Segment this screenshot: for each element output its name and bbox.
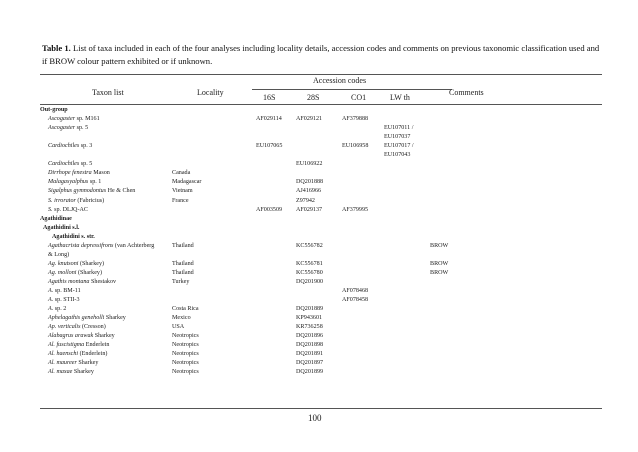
accession-28s-cell: KR736258: [296, 324, 323, 331]
table-section-row: [40, 233, 602, 242]
taxon-name: Out-group: [40, 107, 68, 113]
table-row: [40, 314, 602, 323]
taxon-name: A.: [48, 297, 54, 304]
header-accession: Accession codes: [313, 76, 367, 85]
taxon-authority: sp. 5: [75, 125, 89, 132]
taxon-name: Agathidini s.l.: [43, 224, 80, 231]
taxon-authority: Sharkey: [104, 315, 126, 322]
taxon-authority: sp. 5: [79, 161, 93, 168]
accession-lw-cell: EU107017 /: [384, 143, 414, 150]
taxon-authority: sp. M161: [75, 116, 100, 123]
taxon-cell: [48, 332, 115, 341]
header-co1: CO1: [351, 93, 367, 102]
locality-cell: Neotropics: [172, 333, 199, 340]
taxon-authority: (Fabricius): [75, 197, 105, 204]
taxon-name: Aphelagathis geneholli: [48, 315, 105, 322]
table-row: [40, 197, 602, 206]
taxon-name: Cardiochiles: [48, 143, 80, 150]
taxon-name: S. irrorator: [48, 197, 76, 204]
taxon-cell: [48, 323, 106, 332]
table-section-row: [40, 106, 602, 115]
header-16s: 16S: [263, 93, 276, 102]
locality-cell: Neotropics: [172, 342, 199, 349]
accession-16s-cell: AF003509: [256, 206, 283, 213]
table-row: [40, 187, 602, 196]
taxon-cell: [48, 269, 102, 278]
accession-28s-cell: DQ201899: [296, 369, 324, 376]
taxon-cell: [52, 233, 95, 242]
table-row: [40, 206, 602, 215]
taxon-cell: [48, 124, 88, 133]
taxon-cell: [48, 278, 116, 287]
table-row: [40, 142, 602, 151]
accession-lw-cell: EU107043: [384, 152, 411, 159]
locality-cell: USA: [172, 324, 185, 331]
locality-cell: Canada: [172, 170, 191, 177]
taxon-cell: [48, 350, 107, 359]
taxon-name: Cardiochiles: [48, 161, 80, 168]
accession-28s-cell: AF029137: [296, 206, 323, 213]
taxon-cell: [40, 215, 72, 224]
accession-28s-cell: DQ201896: [296, 333, 324, 340]
taxon-authority: (Sharkey): [78, 260, 105, 267]
accession-28s-cell: DQ201900: [296, 278, 324, 285]
locality-cell: Neotropics: [172, 360, 199, 367]
accession-co1-cell: AF379995: [342, 206, 369, 213]
table-row: [40, 251, 602, 260]
taxon-cell: [48, 242, 154, 251]
taxon-authority: sp. BM-11: [53, 288, 81, 294]
locality-cell: Costa Rica: [172, 306, 199, 313]
accession-28s-cell: Z97942: [296, 197, 315, 204]
accession-28s-cell: KC556781: [296, 260, 323, 267]
accession-28s-cell: DQ201888: [296, 179, 324, 186]
taxon-name: Sigalphus gymnodontus: [48, 188, 107, 195]
accession-lw-cell: EU107037: [384, 134, 411, 141]
accession-co1-cell: AF078468: [342, 288, 369, 294]
taxon-name: Agathidini s. str.: [52, 233, 95, 240]
table-row: [40, 115, 602, 124]
accession-16s-cell: EU107065: [256, 143, 283, 150]
taxon-cell: [48, 169, 110, 178]
table-row: [40, 242, 602, 251]
table-row: [40, 260, 602, 269]
taxon-cell: [48, 305, 66, 314]
header-lw: LW th: [390, 93, 410, 102]
table-row: [40, 133, 602, 142]
taxon-cell: [48, 197, 104, 206]
locality-cell: Madagascar: [172, 179, 202, 186]
taxon-name: Al. fuscistigma: [48, 342, 85, 349]
taxon-authority: (Sharkey): [76, 269, 102, 276]
locality-cell: Neotropics: [172, 351, 199, 358]
taxon-cell: [40, 106, 68, 115]
taxon-authority: sp. 2: [53, 306, 67, 313]
table-row: [40, 287, 602, 296]
accession-28s-cell: KC556782: [296, 242, 323, 249]
taxon-name: Malagasyalphus: [48, 179, 89, 186]
locality-cell: Turkey: [172, 278, 190, 285]
accession-28s-cell: DQ201898: [296, 342, 324, 349]
locality-cell: France: [172, 197, 189, 204]
accession-28s-cell: AJ416966: [296, 188, 322, 195]
accession-28s-cell: DQ201891: [296, 351, 324, 358]
taxon-cell: [48, 178, 101, 187]
taxon-name: Agathidinae: [40, 215, 72, 222]
locality-cell: Neotropics: [172, 369, 199, 376]
page-number: 100: [308, 413, 322, 423]
taxon-name: Ag. molloni: [48, 269, 77, 276]
taxon-name: Ascogaster: [48, 116, 76, 123]
caption-text: List of taxa included in each of the four analyses including locality details, accession codes and comments on previous taxonomic classification used and if BROW colour pattern exhibited or if unknown.: [42, 43, 600, 66]
bottom-rule: [40, 408, 602, 409]
header-rule: [40, 104, 602, 105]
accession-lw-cell: EU107011 /: [384, 125, 414, 132]
table-row: [40, 160, 602, 169]
table-row: [40, 341, 602, 350]
taxon-name: Al. haenschi: [48, 351, 79, 358]
taxon-authority: & Long): [48, 251, 70, 258]
table-row: [40, 305, 602, 314]
taxon-cell: [48, 359, 98, 368]
accession-16s-cell: AF029114: [256, 116, 282, 123]
taxon-authority: (van Achterberg: [113, 242, 155, 249]
table-row: [40, 278, 602, 287]
table-row: [40, 350, 602, 359]
accession-28s-cell: EU106922: [296, 161, 323, 168]
table-caption: [42, 42, 602, 67]
table-section-row: [40, 215, 602, 224]
table-row: [40, 359, 602, 368]
taxon-cell: [48, 287, 81, 296]
accession-28s-cell: KC556780: [296, 269, 323, 276]
taxon-cell: [48, 296, 80, 305]
taxon-authority: (Enderlein): [78, 351, 108, 358]
table-row: [40, 178, 602, 187]
taxon-authority: sp. STII-3: [53, 297, 80, 304]
taxon-cell: [48, 251, 69, 260]
taxon-cell: [48, 260, 104, 269]
taxon-name: Dirrhope fenestra: [48, 170, 92, 177]
locality-cell: Mexico: [172, 315, 191, 322]
taxon-authority: Sharkey: [72, 369, 94, 376]
locality-cell: Vietnam: [172, 188, 193, 195]
header-comments: Comments: [449, 88, 484, 97]
comment-cell: BROW: [430, 269, 449, 276]
table-row: [40, 323, 602, 332]
locality-cell: Thailand: [172, 260, 194, 267]
header-locality: Locality: [197, 88, 224, 97]
taxon-authority: sp. 3: [79, 143, 93, 150]
comment-cell: BROW: [430, 260, 449, 267]
accession-28s-cell: KP943601: [296, 315, 323, 322]
accession-rule: [252, 89, 452, 90]
taxon-name: Al. maxae: [48, 369, 73, 376]
locality-cell: Thailand: [172, 269, 194, 276]
taxon-name: Alabagrus arawak: [48, 333, 94, 340]
table-row: [40, 368, 602, 377]
taxon-authority: Enderlein: [84, 342, 110, 349]
taxon-cell: [48, 314, 126, 323]
taxon-cell: [48, 160, 92, 169]
table-row: [40, 151, 602, 160]
taxon-authority: Sharkey: [93, 333, 115, 340]
header-taxon: Taxon list: [92, 88, 124, 97]
taxon-cell: [48, 206, 88, 215]
accession-28s-cell: DQ201889: [296, 306, 324, 313]
taxon-name: S.: [48, 206, 53, 213]
table-row: [40, 332, 602, 341]
taxon-name: Agathis montana: [48, 278, 90, 285]
caption-label: Table 1.: [42, 43, 71, 53]
taxon-name: Ascogaster: [48, 125, 76, 132]
table-row: [40, 269, 602, 278]
taxon-name: Ap. verticalis: [48, 324, 81, 331]
taxon-authority: sp. 1: [88, 179, 102, 186]
taxon-name: Al. maureer: [48, 360, 77, 367]
taxon-cell: [48, 115, 100, 124]
taxon-cell: [48, 368, 94, 377]
taxon-authority: He & Chen: [106, 188, 136, 195]
taxon-authority: sp. DLJQ-AC: [52, 206, 88, 213]
locality-cell: Thailand: [172, 242, 194, 249]
taxon-name: A.: [48, 306, 54, 313]
table-row: [40, 169, 602, 178]
accession-co1-cell: AF379888: [342, 116, 369, 123]
taxon-name: Agathacrista depressifrons: [48, 242, 114, 249]
table-section-row: [40, 224, 602, 233]
taxon-cell: [43, 224, 79, 233]
accession-co1-cell: EU106958: [342, 143, 369, 150]
comment-cell: BROW: [430, 242, 449, 249]
header-28s: 28S: [307, 93, 320, 102]
taxon-authority: Mason: [91, 170, 110, 177]
accession-28s-cell: DQ201897: [296, 360, 324, 367]
top-rule: [40, 74, 602, 75]
table-row: [40, 296, 602, 305]
taxon-cell: [48, 341, 109, 350]
taxon-authority: Shestakov: [89, 278, 117, 285]
taxon-cell: [48, 187, 135, 196]
taxon-cell: [48, 142, 92, 151]
taxon-authority: (Cresson): [80, 324, 106, 331]
accession-28s-cell: AF029121: [296, 116, 323, 123]
taxon-name: Ag. knutsoni: [48, 260, 79, 267]
taxon-authority: Sharkey: [76, 360, 99, 367]
accession-co1-cell: AF078458: [342, 297, 369, 304]
table-row: [40, 124, 602, 133]
taxon-name: A.: [48, 288, 54, 294]
